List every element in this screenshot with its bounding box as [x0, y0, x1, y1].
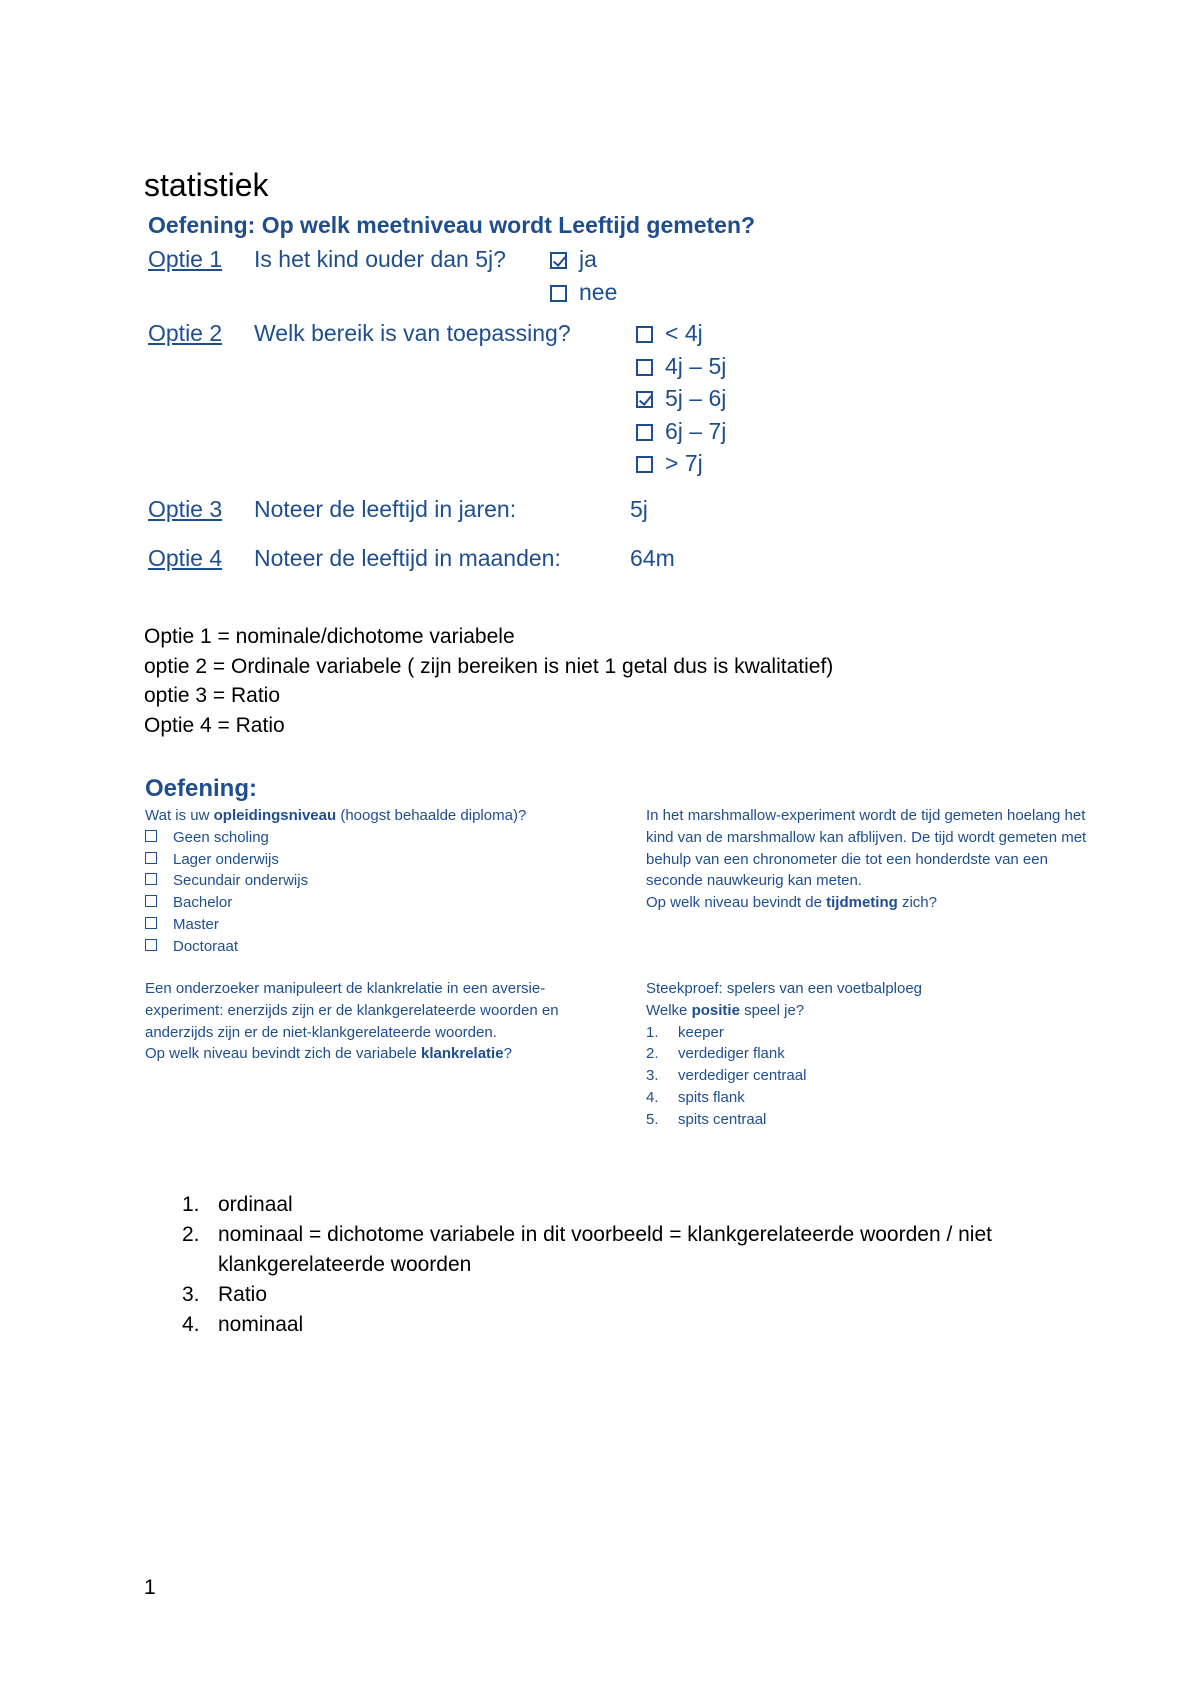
exercise1-heading: Oefening: Op welk meetniveau wordt Leeftijd gemeten? [148, 212, 756, 238]
page-number: 1 [144, 1576, 156, 1599]
answers1-block [144, 622, 1144, 740]
option1-choice-nee[interactable]: nee [550, 277, 617, 307]
exercise2-q3 [145, 978, 625, 1065]
option2-choice-6-7[interactable]: 6j – 7j [636, 416, 726, 446]
checkbox-icon[interactable] [636, 326, 653, 343]
q2-line: behulp van een chronometer die tot een honderdste van een [646, 850, 1048, 868]
answer-line: Optie 1 = nominale/dichotome variabele [144, 625, 515, 648]
q3-line: experiment: enerzijds zijn er de klankgerelateerde woorden en [145, 1001, 559, 1019]
checkbox-icon[interactable] [145, 873, 157, 885]
checkbox-checked-icon[interactable] [550, 252, 567, 269]
q4-choice: 4. spits flank [646, 1088, 745, 1106]
answer-item: 1. ordinaal [182, 1193, 293, 1216]
q2-question: Op welk niveau bevindt de tijdmeting zich? [646, 894, 937, 912]
q4-choice: 2. verdediger flank [646, 1045, 785, 1063]
option3-value: 5j [630, 496, 648, 522]
q1-choice[interactable]: Bachelor [145, 892, 625, 914]
checkbox-icon[interactable] [145, 895, 157, 907]
q4-choice: 5. spits centraal [646, 1110, 767, 1128]
exercise2-q1 [145, 805, 625, 958]
option4-label: Optie 4 [148, 545, 223, 571]
q1-choice[interactable]: Doctoraat [145, 936, 625, 958]
checkbox-icon[interactable] [636, 424, 653, 441]
exercise2-q2 [646, 805, 1166, 914]
checkbox-icon[interactable] [636, 456, 653, 473]
q1-choice[interactable]: Geen scholing [145, 827, 625, 849]
q4-choice: 3. verdediger centraal [646, 1067, 807, 1085]
page-title: statistiek [144, 167, 269, 203]
option3-question: Noteer de leeftijd in jaren: [254, 496, 517, 522]
option1-choice-ja[interactable]: ja [550, 244, 597, 274]
q2-line: seconde nauwkeurig kan meten. [646, 872, 862, 890]
option1-question: Is het kind ouder dan 5j? [254, 246, 506, 272]
exercise2-heading: Oefening: [145, 775, 257, 802]
checkbox-icon[interactable] [145, 852, 157, 864]
option2-choice-gt7[interactable]: > 7j [636, 448, 703, 478]
q4-line: Steekproef: spelers van een voetbalploeg [646, 980, 923, 997]
q1-question: Wat is uw opleidingsniveau (hoogst behaalde diploma)? [145, 807, 527, 824]
option2-choice-5-6[interactable]: 5j – 6j [636, 383, 726, 413]
option2-label: Optie 2 [148, 320, 223, 346]
option2-choice-4-5[interactable]: 4j – 5j [636, 351, 726, 381]
answer-item: 2. nominaal = dichotome variabele in dit voorbeeld = klankgerelateerde woorden / niet klankgerelateerde woorden [182, 1223, 992, 1276]
checkbox-icon[interactable] [636, 359, 653, 376]
answer-item: 3. Ratio [182, 1283, 268, 1306]
checkbox-icon[interactable] [145, 830, 157, 842]
checkbox-icon[interactable] [145, 917, 157, 929]
q3-question: Op welk niveau bevindt zich de variabele klankrelatie? [145, 1045, 512, 1063]
option4-question: Noteer de leeftijd in maanden: [254, 545, 561, 571]
q1-choice[interactable]: Secundair onderwijs [145, 870, 625, 892]
option2-question: Welk bereik is van toepassing? [254, 320, 571, 346]
checkbox-checked-icon[interactable] [636, 391, 653, 408]
answer-item: 4. nominaal [182, 1313, 304, 1336]
option2-choice-lt4[interactable]: < 4j [636, 318, 703, 348]
q1-choice[interactable]: Master [145, 914, 625, 936]
q2-line: kind van de marshmallow kan afblijven. De tijd wordt gemeten met [646, 828, 1087, 846]
answer-line: optie 3 = Ratio [144, 684, 281, 707]
exercise2-q4 [646, 978, 1126, 1131]
option3-label: Optie 3 [148, 496, 223, 522]
answers2-list [182, 1190, 1082, 1340]
option4-value: 64m [630, 545, 675, 571]
q3-line: anderzijds zijn er de niet-klankgerelateerde woorden. [145, 1023, 497, 1041]
answer-line: Optie 4 = Ratio [144, 713, 285, 737]
option1-label: Optie 1 [148, 246, 223, 272]
checkbox-icon[interactable] [550, 285, 567, 302]
q3-line: Een onderzoeker manipuleert de klankrelatie in een aversie- [145, 980, 546, 997]
answer-line: optie 2 = Ordinale variabele ( zijn bereiken is niet 1 getal dus is kwalitatief) [144, 654, 834, 678]
q1-choice[interactable]: Lager onderwijs [145, 849, 625, 871]
checkbox-icon[interactable] [145, 939, 157, 951]
q4-choice: 1. keeper [646, 1023, 724, 1041]
q2-line: In het marshmallow-experiment wordt de tijd gemeten hoelang het [646, 807, 1086, 824]
q4-question: Welke positie speel je? [646, 1001, 805, 1019]
